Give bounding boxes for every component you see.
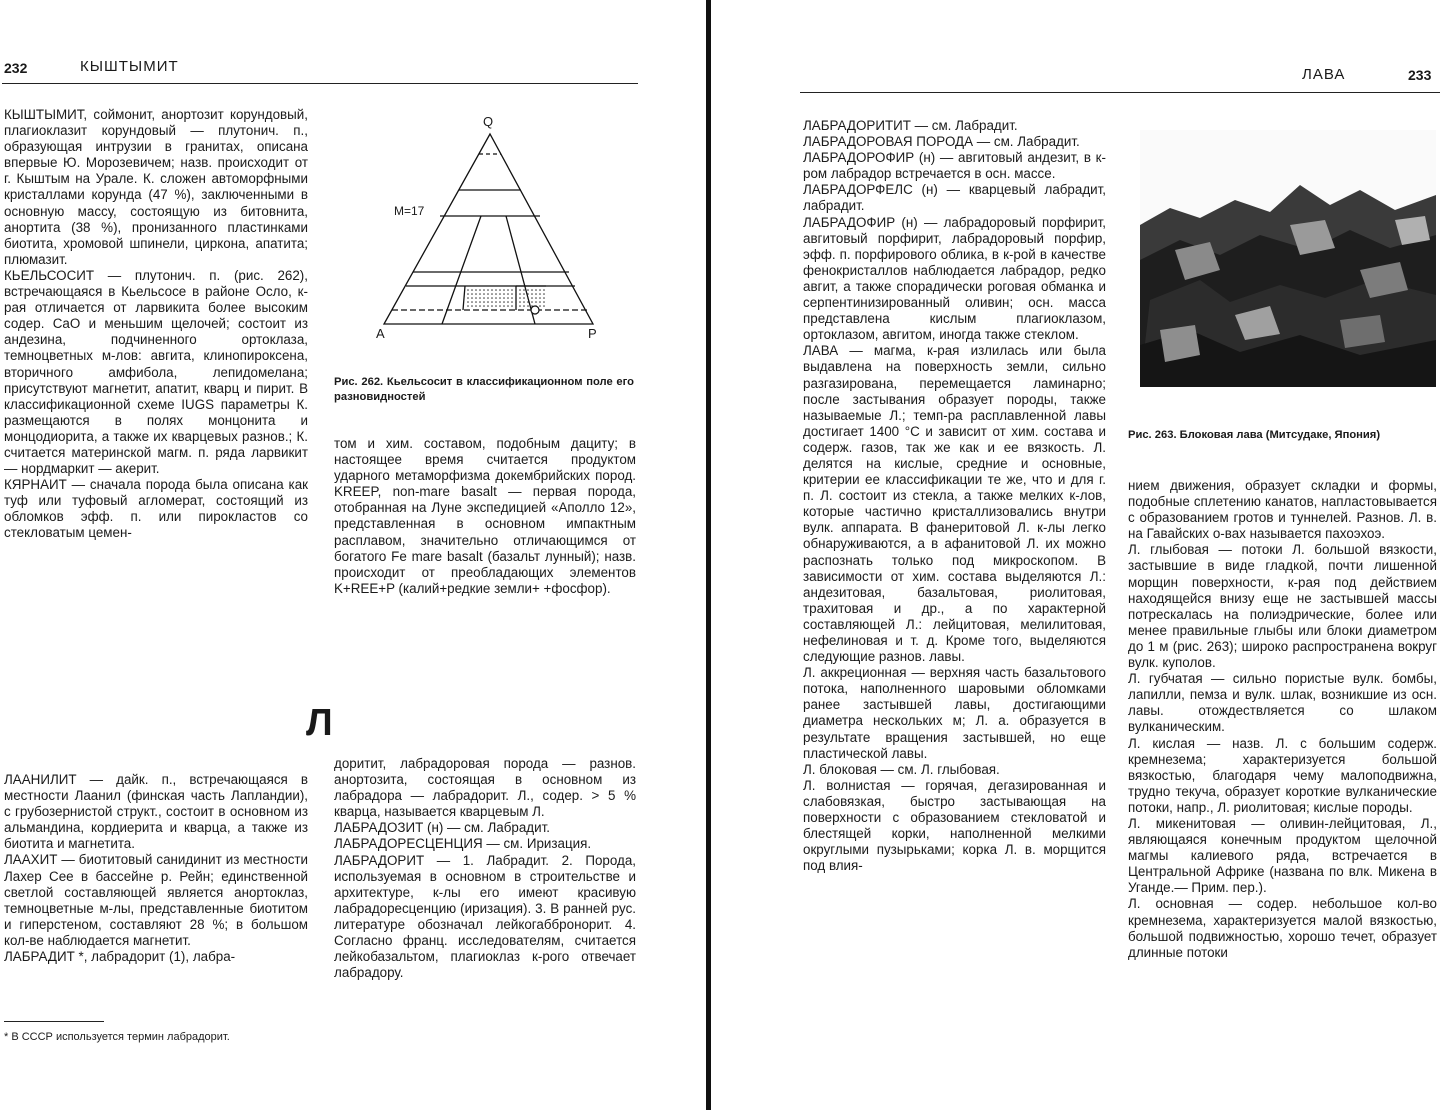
footnote-rule	[4, 1021, 104, 1022]
label-m17: M=17	[394, 204, 425, 218]
entry-labradofir: ЛАБРАДОФИР (н) — лабрадоровый порфирит, авгитовый порфирит, лабрадоровый порфир, эфф. п. порфирового облика, в к-рой в качестве фенокристаллов наблюдается лабрадор, редко авгит, а также спорадически роговая обманка и серпентинизированный оливин; осн. масса представлена кислым плагиоклазом, ортоклазом, авгитом, иногда также стеклом.	[803, 214, 1106, 343]
right-col2	[1128, 478, 1437, 1103]
label-q: Q	[483, 114, 494, 129]
running-head-right: ЛАВА	[1302, 66, 1346, 83]
figure-263-photo	[1140, 130, 1436, 387]
header-rule-left	[2, 83, 638, 84]
block-lava-image	[1140, 130, 1436, 387]
left-col2-bottom	[334, 756, 636, 1096]
header-rule-right	[800, 92, 1440, 93]
entry-lava-blokovaya: Л. блоковая — см. Л. глыбовая.	[803, 761, 1000, 777]
entry-labradozit: ЛАБРАДОЗИТ (н) — см. Лабрадит.	[334, 820, 550, 836]
figure-262-caption: Рис. 262. Кьельсосит в классификационном поле его разновидностей	[334, 376, 634, 403]
entry-lava-akkrecionnaya: Л. аккреционная — верхняя часть базальтового потока, наполненного шаровыми обломками ранее застывшей лавы, достигающими диаметра нескольких м; Л. а. образуется в результате вращения застывшей, но еще пластической лавы.	[803, 665, 1106, 761]
entry-labradorfels: ЛАБРАДОРФЕЛС (н) — кварцевый лабрадит, лабрадит.	[803, 182, 1106, 214]
entry-lava-mikenitovaya: Л. микенитовая — оливин-лейцитовая, Л., являющаяся конечным продуктом щелочной магмы калиевого ряда, встречается в Центральной Африке (названа по влк. Микена в Уганде.— Прим. пер.).	[1128, 815, 1437, 896]
entry-labradorovaya-poroda: ЛАБРАДОРОВАЯ ПОРОДА — см. Лабрадит.	[803, 134, 1080, 150]
entry-labradoritit: ЛАБРАДОРИТИТ — см. Лабрадит.	[803, 118, 1018, 133]
page-number-left: 232	[4, 60, 28, 76]
entry-lava-gubchataya: Л. губчатая — сильно пористые вулк. бомбы, лапилли, пемза и вулк. шлак, возникшие из осн. лавы. отождествляется со шлаком вулканическим.	[1128, 671, 1437, 735]
entry-lava: ЛАВА — магма, к-рая излилась или была выдавлена на поверхность земли, сильно разгазирована, перемещается ламинарно; после застывания образует породы, также называемые Л.; темп-ра расплавленной лавы достигает 1400 °С и зависит от хим. состава и содерж. газов, так же как и ее вязкость. Л. делятся на кислые, средние и основные, критерии ее классификации те же, что и для г. п. Л. состоит из стекла, а также мелких к-лов, которые частично кристаллизовались внутри вулк. аппарата. В фанеритовой Л. к-лы легко обнаруживаются, а в афанитовой Л. их можно распознать только под микроскопом. В зависимости от хим. состава выделяются Л.: андезитовая, базальтовая, риолитовая, трахитовая и др., а по характерной составляющей Л.: лейцитовая, мелилитовая, нефелиновая и т. д. Кроме того, выделяются следующие разнов. лавы.	[803, 343, 1106, 665]
section-letter-l: Л	[306, 702, 333, 744]
left-col2-top	[334, 436, 636, 658]
entry-kyarnait: КЯРНАИТ — сначала порода была описана как туф или туфовый агломерат, состоящий из обломков эфф. п. или пирокластов со стекловатым цемен-	[4, 477, 308, 541]
entry-labradorit: ЛАБРАДОРИТ — 1. Лабрадит. 2. Порода, используемая в основном в строительстве и архитектуре, к-лы его имеют красивую лабрадоресценцию (иризация). 3. В ранней рус. литературе обозначал лейкогаббронорит. 4. Согласно франц. исследователям, считается лейкобазальтом, плагиоклаз к-рого отвечает лабрадору.	[334, 852, 636, 981]
figure-263-caption: Рис. 263. Блоковая лава (Митсудаке, Япония)	[1128, 429, 1381, 441]
entry-labradorescence: ЛАБРАДОРЕСЦЕНЦИЯ — см. Иризация.	[334, 836, 592, 852]
entry-lava-volnistaya-cont: нием движения, образует складки и формы, подобные сплетению канатов, напластовывается с образованием гротов и туннелей. Разнов. Л. в. на Гавайских о-вах называется пахоэхоэ.	[1128, 478, 1437, 542]
page-number-right: 233	[1408, 67, 1432, 83]
label-p: P	[588, 326, 597, 341]
entry-lava-kislaya: Л. кислая — назв. Л. с большим содерж. кремнезема; характеризуется большой вязкостью, благодаря чему малоподвижна, трудно текуча, образует короткие вулканические потоки, напр., Л. риолитовая; кислые породы.	[1128, 735, 1437, 815]
running-head-left: КЫШТЫМИТ	[80, 58, 179, 75]
entry-labradit: ЛАБРАДИТ *, лабрадорит (1), лабра-	[4, 949, 236, 965]
entry-labradorofir: ЛАБРАДОРОФИР (н) — авгитовый андезит, в к-ром лабрадор встречается в осн. массе.	[803, 150, 1106, 182]
entry-laanilit: ЛААНИЛИТ — дайк. п., встречающаяся в местности Лаанил (финская часть Лапландии), с грубозернистой структ., состоит в основном из альмандина, кордиерита и кварца, а также из биотита и магнетита.	[4, 772, 308, 852]
label-a: A	[376, 326, 385, 341]
footnote: * В СССР используется термин лабрадорит.	[4, 1031, 230, 1043]
left-col1-top	[4, 107, 308, 657]
entry-lava-volnistaya: Л. волнистая — горячая, дегазированная и слабовязкая, быстро застывающая на поверхности с образованием стекловатой и блестящей корки, наполненной мелкими округлыми пузырьками; корка Л. в. морщится под влия-	[803, 777, 1106, 874]
classification-triangle-diagram	[330, 112, 630, 352]
entry-laahit: ЛААХИТ — биотитовый санидинит из местности Лахер Сее в бассейне р. Рейн; единственной светлой составляющей является анортоклаз, темноцветные м-лы, представленные биотитом и гиперстеном, составляют 28 %; в большом кол-ве наблюдается магнетит.	[4, 852, 308, 948]
entry-labradorit-cont: доритит, лабрадоровая порода — разнов. анортозита, состоящая в основном из лабрадора — лабрадорит. Л., содер. > 5 % кварца, называется кварцевым Л.	[334, 756, 636, 820]
entry-kyshtymit: КЫШТЫМИТ, соймонит, анортозит корундовый, плагиоклазит корундовый — плутонич. п., образующая интрузии в гранитах, описана впервые Ю. Морозевичем; назв. происходит от г. Кыштым на Урале. К. сложен автоморфными кристаллами корунда (47 %), заключенными в основную массу, состоящую из битовнита, анортита (38 %), пронизанного пластинками биотита, хромовой шпинели, циркона, апатита; плюмазит.	[4, 107, 308, 267]
entry-kreep-continuation: том и хим. составом, подобным дациту; в настоящее время считается продуктом ударного метаморфизма докембрийских пород. KREEP, non-mare basalt — первая порода, отобранная на Луне экспедицией «Аполло 12», представленная в основном импактным расплавом, значительно отличающимся от богатого Fe mare basalt (базальт лунный); назв. происходит от преобладающих элементов K+REE+P (калий+редкие земли+ +фосфор).	[334, 436, 636, 596]
entry-lava-glybovaya: Л. глыбовая — потоки Л. большой вязкости, застывшие в виде гладкой, почти лишенной морщин поверхности, к-рая под действием находящейся внизу еще не застывшей массы потрескалась на полиэдрические, более или менее правильные глыбы или блоки диаметром до 1 м (рис. 263); широко распространена вокруг вулк. куполов.	[1128, 542, 1437, 671]
book-gutter	[706, 0, 711, 1110]
entry-lava-osnovnaya: Л. основная — содер. небольшое кол-во кремнезема, характеризуется малой вязкостью, большой подвижностью, хорошо течет, образует длинные потоки	[1128, 896, 1437, 960]
figure-262	[330, 112, 630, 352]
right-col1	[803, 118, 1106, 1103]
left-col1-bottom	[4, 772, 308, 1012]
entry-kelsosit: КЬЕЛЬСОСИТ — плутонич. п. (рис. 262), встречающаяся в Кьельсосе в районе Осло, к-рая отличается от ларвикита более высоким содер. CaO и меньшим щелочей; состоит из андезина, подчиненного ортоклаза, темноцветных м-лов: авгита, клинопироксена, вторичного амфибола, лепидомелана; присутствуют магнетит, апатит, кварц и пирит. В классификационной схеме IUGS параметры К. размещаются в полях монцонита и монцодиорита, а также их кварцевых разнов.; К. считается материнской магм. п. ряда ларвикит — нордмаркит — акерит.	[4, 267, 308, 477]
